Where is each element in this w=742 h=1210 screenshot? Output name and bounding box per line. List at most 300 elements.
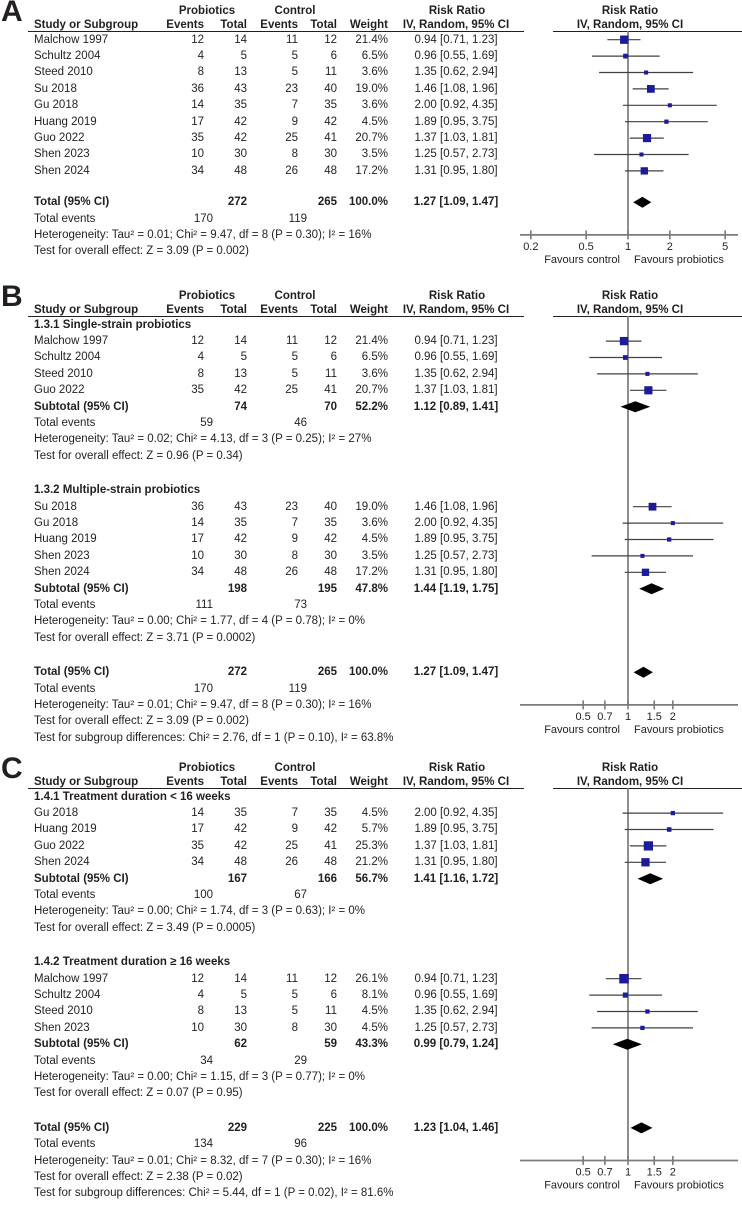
events-probiotics-value: 4 [197,988,204,1001]
events-control-value: 9 [291,115,298,128]
study-row [0,114,742,130]
study-row [0,821,742,837]
subgroup-heading: 1.3.1 Single-strain probiotics [34,318,192,331]
weight-value: 19.0% [355,500,388,513]
header-total-probiotics: Total [220,304,247,316]
header-events-probiotics: Events [166,304,204,316]
weight-value: 21.2% [355,856,388,869]
risk-ratio-ci-value: 1.35 [0.62, 2.94] [414,1005,498,1018]
panel-C [0,752,742,1210]
total-events-row [0,681,742,697]
study-name: Schultz 2004 [34,49,101,62]
header-total-control: Total [310,776,337,788]
total-control-value: 48 [324,566,337,579]
events-control-value: 23 [285,82,298,95]
events-probiotics-value: 8 [197,66,204,79]
subtotal-label: Subtotal (95% CI) [34,1038,129,1051]
risk-ratio-ci-value: 1.31 [0.95, 1.80] [414,856,498,869]
note-row [0,1153,742,1169]
study-name: Gu 2018 [34,516,79,529]
study-name: Shen 2024 [34,566,90,579]
total-probiotics-value: 30 [234,1021,247,1034]
subgroup-heading: 1.4.2 Treatment duration ≥ 16 weeks [34,956,231,969]
total-probiotics-value: 35 [234,99,247,112]
total-control-value: 41 [324,839,337,852]
weight-value: 100.0% [348,1121,388,1134]
note-row [0,613,742,629]
header-risk-ratio-plot: Risk Ratio [601,762,659,774]
events-probiotics-value: 14 [191,99,204,112]
study-row [0,548,742,564]
weight-value: 3.6% [361,516,388,529]
header-method-text: IV, Random, 95% CI [402,776,510,788]
study-name: Gu 2018 [34,806,79,819]
weight-value: 56.7% [355,872,388,885]
study-row [0,382,742,398]
total-control-value: 195 [317,582,337,595]
events-control-value: 11 [286,972,298,985]
total-probiotics-value: 48 [234,566,247,579]
header-total-control: Total [310,19,337,31]
risk-ratio-ci-value: 1.37 [1.03, 1.81] [414,384,498,397]
note-row [0,431,742,447]
axis-tick-label: 1.5 [646,710,662,723]
note-row [0,1185,742,1201]
total-control-value: 11 [325,367,337,380]
total-probiotics-value: 62 [234,1038,247,1051]
events-control-value: 25 [285,384,298,397]
note-text: Heterogeneity: Tau² = 0.02; Chi² = 4.13, df = 3 (P = 0.25); I² = 27% [34,433,372,446]
events-control-value: 8 [291,148,298,161]
study-row [0,564,742,580]
study-row [0,515,742,531]
study-row [0,64,742,80]
total-probiotics-value: 14 [234,972,247,985]
header-events-control: Events [260,19,298,31]
weight-value: 6.5% [361,351,388,364]
weight-value: 4.5% [361,1005,388,1018]
total-probiotics-value: 5 [240,351,247,364]
total-label: Total (95% CI) [34,196,110,209]
header-probiotics: Probiotics [178,762,236,774]
header-total-control: Total [310,304,337,316]
study-name: Su 2018 [34,82,77,95]
risk-ratio-ci-value: 2.00 [0.92, 4.35] [414,99,498,112]
study-row [0,32,742,48]
risk-ratio-ci-value: 1.46 [1.08, 1.96] [414,82,498,95]
total-control-value: 6 [330,49,337,62]
total-events-row [0,1136,742,1152]
total-probiotics-value: 42 [234,131,247,144]
weight-value: 21.4% [355,334,388,347]
study-row [0,130,742,146]
note-text: Test for overall effect: Z = 3.09 (P = 0.002) [34,715,249,728]
axis-tick-label: 1 [624,1166,632,1179]
subgroup-row [0,317,742,333]
total-events-control: 96 [294,1138,307,1151]
favours-right-label: Favours probiotics [634,723,724,736]
risk-ratio-ci-value: 1.25 [0.57, 2.73] [414,549,498,562]
study-row [0,48,742,64]
note-text: Heterogeneity: Tau² = 0.01; Chi² = 8.32, df = 7 (P = 0.30); I² = 16% [34,1154,372,1167]
total-probiotics-value: 13 [234,367,247,380]
subtotal-label: Subtotal (95% CI) [34,400,129,413]
risk-ratio-ci-value: 1.27 [1.09, 1.47] [413,666,499,679]
summary-row [0,1036,742,1052]
total-events-probiotics: 170 [193,682,213,695]
total-probiotics-value: 35 [234,516,247,529]
study-name: Malchow 1997 [34,33,109,46]
panel-B [0,280,742,757]
total-events-label: Total events [34,682,96,695]
total-control-value: 12 [324,972,337,985]
weight-value: 100.0% [348,666,388,679]
events-probiotics-value: 12 [191,33,204,46]
total-events-row [0,211,742,227]
total-control-value: 30 [324,148,337,161]
study-name: Steed 2010 [34,66,93,79]
study-row [0,81,742,97]
axis-tick-label: 5 [722,240,729,253]
events-control-value: 5 [291,367,298,380]
events-probiotics-value: 35 [191,131,204,144]
note-text: Test for overall effect: Z = 0.07 (P = 0.95) [34,1087,243,1100]
weight-value: 25.3% [355,839,388,852]
header-weight: Weight [349,776,388,788]
total-events-control: 119 [288,682,307,695]
risk-ratio-ci-value: 0.96 [0.55, 1.69] [414,49,498,62]
study-name: Guo 2022 [34,131,85,144]
total-control-value: 40 [324,500,337,513]
events-probiotics-value: 17 [191,823,204,836]
total-control-value: 41 [324,384,337,397]
weight-value: 17.2% [355,164,388,177]
study-row [0,971,742,987]
axis-tick-label: 1 [624,710,632,723]
total-probiotics-value: 42 [234,533,247,546]
total-events-control: 46 [294,416,307,429]
panel-label: C [1,752,22,785]
risk-ratio-ci-value: 0.94 [0.71, 1.23] [414,334,498,347]
header-total-probiotics: Total [220,19,247,31]
study-name: Su 2018 [34,500,77,513]
weight-value: 19.0% [355,82,388,95]
total-events-label: Total events [34,888,96,901]
total-control-value: 12 [324,33,337,46]
total-control-value: 35 [324,806,337,819]
favours-left-label: Favours control [544,253,620,266]
panel-label: A [1,0,22,28]
total-probiotics-value: 30 [234,549,247,562]
header-risk-ratio-text: Risk Ratio [428,290,486,302]
header-method-plot: IV, Random, 95% CI [576,304,684,316]
study-row [0,531,742,547]
total-events-row [0,597,742,613]
header-risk-ratio-text: Risk Ratio [428,762,486,774]
total-probiotics-value: 42 [234,115,247,128]
weight-value: 4.5% [361,1021,388,1034]
events-control-value: 8 [291,1021,298,1034]
weight-value: 100.0% [348,196,388,209]
header-method-text: IV, Random, 95% CI [402,304,510,316]
risk-ratio-ci-value: 0.99 [0.79, 1.24] [413,1038,499,1051]
total-control-value: 6 [330,988,337,1001]
risk-ratio-ci-value: 1.37 [1.03, 1.81] [414,131,498,144]
events-probiotics-value: 10 [191,1021,204,1034]
weight-value: 43.3% [355,1038,388,1051]
events-probiotics-value: 4 [197,351,204,364]
header-events-control: Events [260,776,298,788]
risk-ratio-ci-value: 1.27 [1.09, 1.47] [413,196,499,209]
study-row [0,366,742,382]
total-events-row [0,415,742,431]
total-events-row [0,887,742,903]
risk-ratio-ci-value: 1.31 [0.95, 1.80] [414,164,498,177]
total-probiotics-value: 74 [234,400,247,413]
events-control-value: 5 [291,49,298,62]
risk-ratio-ci-value: 1.35 [0.62, 2.94] [414,66,498,79]
total-control-value: 42 [324,115,337,128]
total-control-value: 42 [324,533,337,546]
note-text: Test for subgroup differences: Chi² = 2.76, df = 1 (P = 0.10), I² = 63.8% [34,731,394,744]
total-events-row [0,1053,742,1069]
summary-row [0,1120,742,1136]
events-control-value: 11 [286,33,298,46]
events-probiotics-value: 12 [191,334,204,347]
risk-ratio-ci-value: 1.41 [1.16, 1.72] [413,872,499,885]
events-control-value: 7 [291,806,298,819]
events-control-value: 5 [291,66,298,79]
events-probiotics-value: 10 [191,549,204,562]
events-probiotics-value: 14 [191,806,204,819]
total-probiotics-value: 14 [234,334,247,347]
note-text: Heterogeneity: Tau² = 0.01; Chi² = 9.47, df = 8 (P = 0.30); I² = 16% [34,698,372,711]
events-probiotics-value: 8 [197,1005,204,1018]
subgroup-row [0,954,742,970]
axis-tick-label: 2 [666,240,673,253]
risk-ratio-ci-value: 1.89 [0.95, 3.75] [414,115,498,128]
total-events-probiotics: 111 [195,598,213,611]
note-text: Test for overall effect: Z = 3.71 (P = 0.0002) [34,631,256,644]
study-name: Huang 2019 [34,823,97,836]
favours-right-label: Favours probiotics [634,1179,724,1192]
header-events-probiotics: Events [166,19,204,31]
header-probiotics: Probiotics [178,5,236,17]
subtotal-label: Subtotal (95% CI) [34,582,129,595]
total-control-value: 59 [324,1038,337,1051]
header-study-or-subgroup: Study or Subgroup [34,776,139,788]
weight-value: 3.5% [361,148,388,161]
total-control-value: 48 [324,164,337,177]
events-control-value: 9 [291,533,298,546]
favours-right-label: Favours probiotics [634,253,724,266]
axis-tick-label: 1 [624,240,632,253]
total-control-value: 265 [317,666,337,679]
total-control-value: 41 [324,131,337,144]
weight-value: 47.8% [355,582,388,595]
note-text: Test for overall effect: Z = 3.49 (P = 0.0005) [34,921,256,934]
weight-value: 6.5% [361,49,388,62]
events-probiotics-value: 34 [191,566,204,579]
header-control: Control [274,290,316,302]
header-method-plot: IV, Random, 95% CI [576,776,684,788]
total-events-probiotics: 100 [193,888,213,901]
total-control-value: 42 [324,823,337,836]
study-row [0,987,742,1003]
header-control: Control [274,5,316,17]
note-row [0,240,742,259]
favours-left-label: Favours control [544,723,620,736]
risk-ratio-ci-value: 2.00 [0.92, 4.35] [414,516,498,529]
study-row [0,854,742,870]
axis-tick-label: 1.5 [646,1166,662,1179]
weight-value: 3.6% [361,66,388,79]
subgroup-row [0,482,742,498]
total-control-value: 48 [324,856,337,869]
note-row [0,920,742,936]
study-name: Huang 2019 [34,115,97,128]
header-study-or-subgroup: Study or Subgroup [34,19,139,31]
header-total-probiotics: Total [220,776,247,788]
weight-value: 20.7% [355,131,388,144]
events-probiotics-value: 14 [191,516,204,529]
events-probiotics-value: 36 [191,500,204,513]
events-probiotics-value: 12 [191,972,204,985]
header-study-or-subgroup: Study or Subgroup [34,304,139,316]
total-probiotics-value: 198 [227,582,247,595]
axis-tick-label: 0.7 [597,710,613,723]
note-text: Test for overall effect: Z = 0.96 (P = 0.34) [34,449,243,462]
note-text: Heterogeneity: Tau² = 0.01; Chi² = 9.47, df = 8 (P = 0.30); I² = 16% [34,228,372,241]
axis-tick-label: 0.7 [597,1166,613,1179]
total-control-value: 166 [317,872,337,885]
risk-ratio-ci-value: 1.89 [0.95, 3.75] [414,533,498,546]
risk-ratio-ci-value: 0.94 [0.71, 1.23] [414,33,498,46]
risk-ratio-ci-value: 1.35 [0.62, 2.94] [414,367,498,380]
total-control-value: 70 [324,400,337,413]
header-weight: Weight [349,304,388,316]
header-method-plot: IV, Random, 95% CI [576,19,684,31]
header-risk-ratio-text: Risk Ratio [428,5,486,17]
events-control-value: 9 [291,823,298,836]
study-name: Guo 2022 [34,384,85,397]
study-name: Shen 2023 [34,148,90,161]
total-control-value: 35 [324,516,337,529]
weight-value: 8.1% [361,988,388,1001]
total-control-value: 40 [324,82,337,95]
risk-ratio-ci-value: 1.31 [0.95, 1.80] [414,566,498,579]
header-events-probiotics: Events [166,776,204,788]
risk-ratio-ci-value: 1.46 [1.08, 1.96] [414,500,498,513]
study-row [0,349,742,365]
total-events-label: Total events [34,212,96,225]
study-row [0,838,742,854]
total-probiotics-value: 272 [227,196,247,209]
note-text: Test for subgroup differences: Chi² = 5.44, df = 1 (P = 0.02), I² = 81.6% [34,1187,394,1200]
study-name: Huang 2019 [34,533,97,546]
risk-ratio-ci-value: 1.44 [1.19, 1.75] [413,582,499,595]
weight-value: 20.7% [355,384,388,397]
total-events-control: 29 [294,1054,307,1067]
summary-row [0,194,742,210]
total-control-value: 12 [324,334,337,347]
total-probiotics-value: 30 [234,148,247,161]
summary-row [0,871,742,887]
study-row [0,1020,742,1036]
total-events-probiotics: 34 [200,1054,213,1067]
weight-value: 21.4% [355,33,388,46]
header-method-text: IV, Random, 95% CI [402,19,510,31]
study-row [0,1003,742,1019]
total-control-value: 11 [325,1005,337,1018]
favours-left-label: Favours control [544,1179,620,1192]
study-name: Shen 2024 [34,856,90,869]
events-probiotics-value: 34 [191,856,204,869]
total-events-control: 73 [294,598,307,611]
total-events-probiotics: 59 [200,416,213,429]
events-control-value: 11 [286,334,298,347]
total-events-label: Total events [34,598,96,611]
total-probiotics-value: 272 [227,666,247,679]
events-control-value: 26 [285,566,298,579]
note-row [0,1085,742,1101]
study-name: Malchow 1997 [34,972,109,985]
events-probiotics-value: 35 [191,384,204,397]
note-row [0,903,742,919]
axis-tick-label: 0.5 [578,240,594,253]
total-probiotics-value: 48 [234,164,247,177]
note-text: Heterogeneity: Tau² = 0.00; Chi² = 1.15, df = 3 (P = 0.77); I² = 0% [34,1070,366,1083]
weight-value: 4.5% [361,533,388,546]
study-row [0,97,742,113]
events-probiotics-value: 4 [197,49,204,62]
events-probiotics-value: 8 [197,367,204,380]
study-name: Shen 2023 [34,549,90,562]
risk-ratio-ci-value: 1.23 [1.04, 1.46] [413,1121,499,1134]
events-probiotics-value: 17 [191,115,204,128]
events-control-value: 25 [285,131,298,144]
total-label: Total (95% CI) [34,1121,110,1134]
study-name: Steed 2010 [34,1005,93,1018]
study-row [0,146,742,162]
risk-ratio-ci-value: 0.94 [0.71, 1.23] [414,972,498,985]
note-row [0,697,742,713]
header-risk-ratio-plot: Risk Ratio [601,290,659,302]
header-control: Control [274,762,316,774]
total-probiotics-value: 5 [240,49,247,62]
total-control-value: 6 [330,351,337,364]
total-probiotics-value: 48 [234,856,247,869]
axis-tick-label: 0.2 [523,240,539,253]
subtotal-label: Subtotal (95% CI) [34,872,129,885]
total-events-control: 67 [294,888,307,901]
total-probiotics-value: 43 [234,82,247,95]
events-control-value: 5 [291,1005,298,1018]
total-probiotics-value: 229 [227,1121,247,1134]
total-events-label: Total events [34,1138,96,1151]
total-probiotics-value: 14 [234,33,247,46]
total-probiotics-value: 35 [234,806,247,819]
note-row [0,710,742,729]
study-row [0,805,742,821]
weight-value: 52.2% [355,400,388,413]
study-row [0,163,742,179]
total-probiotics-value: 13 [234,1005,247,1018]
risk-ratio-ci-value: 1.89 [0.95, 3.75] [414,823,498,836]
study-name: Guo 2022 [34,839,85,852]
header-risk-ratio-plot: Risk Ratio [601,5,659,17]
study-name: Shen 2023 [34,1021,90,1034]
